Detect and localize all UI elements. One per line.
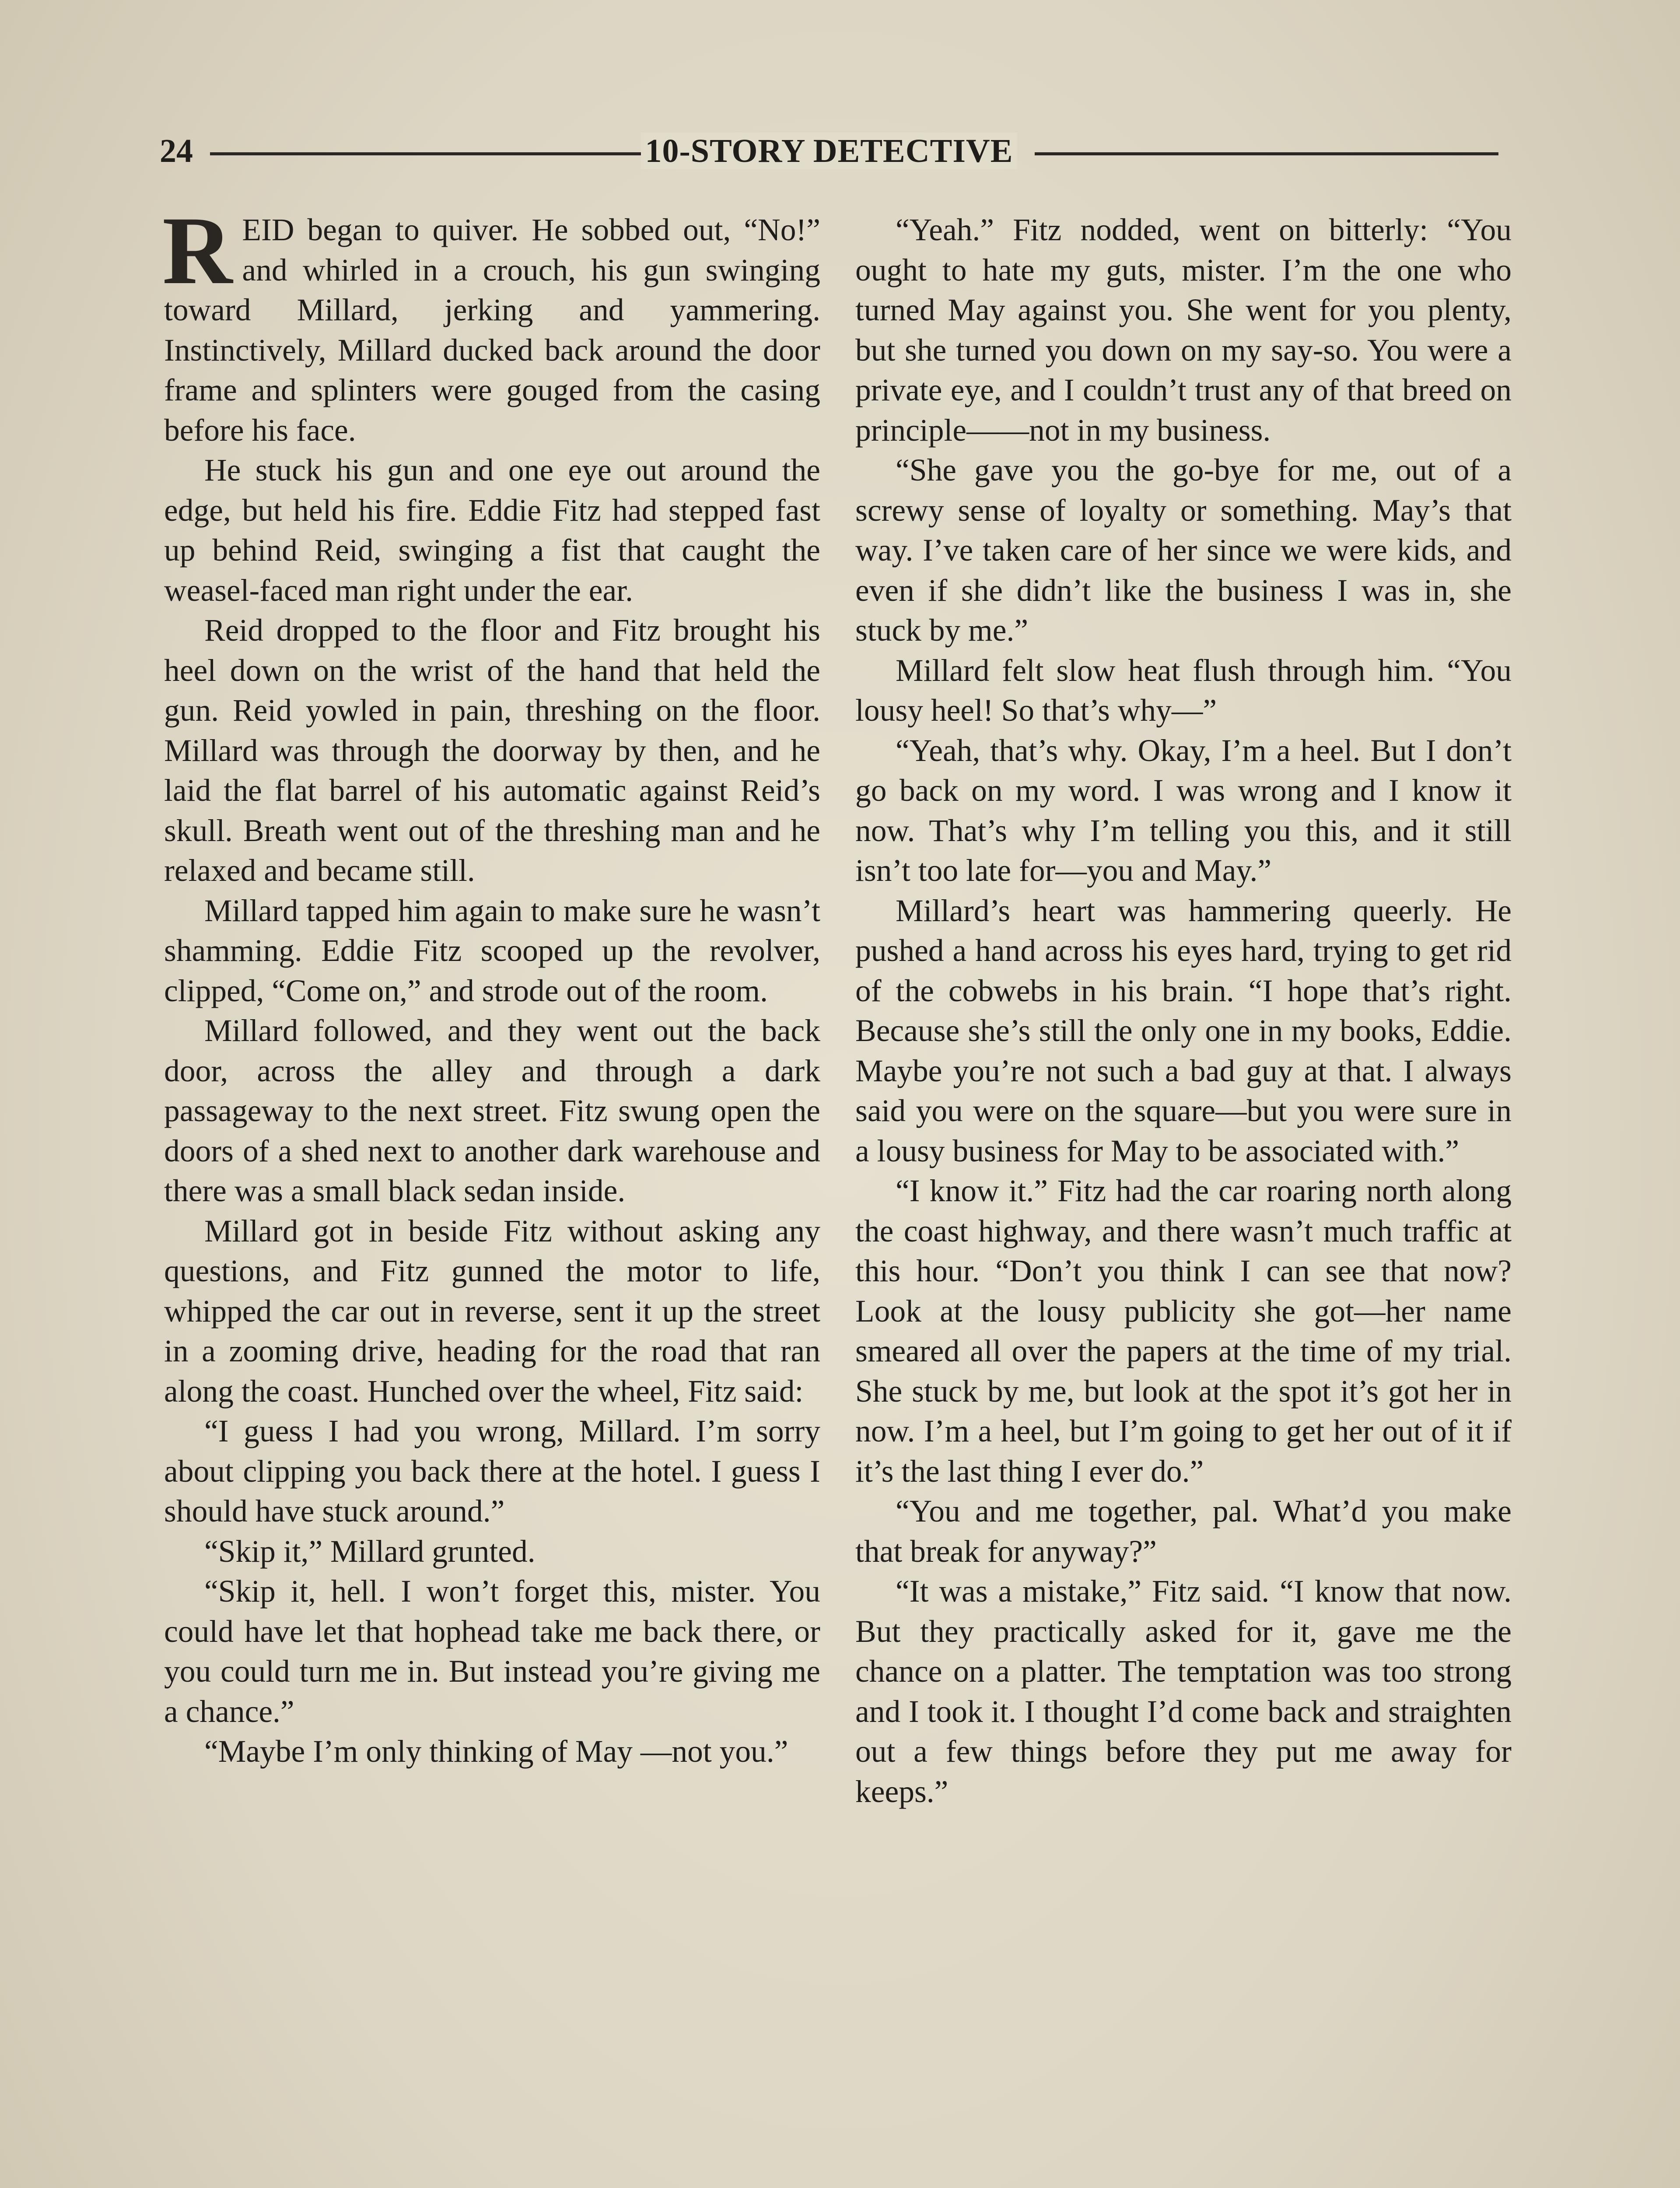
story-paragraph: “Skip it, hell. I won’t forget this, mister. You could have let that hophead take me back there, or you could turn me in. But instead you’re giving me a chance.” (164, 1574, 820, 1729)
running-title (160, 127, 1498, 175)
story-paragraph: “Maybe I’m only thinking of May —not you.” (204, 1734, 788, 1769)
story-paragraph (162, 197, 820, 450)
story-paragraph: Millard got in beside Fitz without asking any questions, and Fitz gunned the motor to life, whipped the car out in reverse, sent it up the street in a zooming drive, heading for the road that ran along the coast. Hunched over the wheel, Fitz said: (164, 1213, 820, 1409)
story-paragraph: Millard followed, and they went out the back door, across the alley and through a dark passageway to the next street. Fitz swung open the doors of a shed next to another dark warehouse and there was a small black sedan inside. (164, 1013, 820, 1208)
story-paragraph: “Yeah, that’s why. Okay, I’m a heel. But I don’t go back on my word. I was wrong and I know it now. That’s why I’m telling you this, and it still isn’t too late for—you and May.” (855, 733, 1512, 888)
paragraph-text: EID began to quiver. He sobbed out, “No!” and whirled in a crouch, his gun swinging toward Millard, jerking and yammering. Instinctively, Millard ducked back around the door frame and splinters were gouged from the casing before his face. (164, 213, 820, 448)
right-column (855, 210, 1512, 1812)
story-paragraph: He stuck his gun and one eye out around the edge, but held his fire. Eddie Fitz had stepped fast up behind Reid, swinging a fist that caught the weasel-faced man right under the ear. (164, 453, 820, 608)
story-paragraph: “It was a mistake,” Fitz said. “I know that now. But they practically asked for it, gave me the chance on a platter. The temptation was too strong and I took it. I thought I’d come back and straighten out a few things before they put me away for keeps.” (855, 1574, 1512, 1809)
story-paragraph: “You and me together, pal. What’d you make that break for anyway?” (855, 1494, 1512, 1569)
story-paragraph: “She gave you the go-bye for me, out of a screwy sense of loyalty or something. May’s that way. I’ve taken care of her since we were kids, and even if she didn’t like the business I was in, she stuck by me.” (855, 453, 1512, 648)
drop-cap: R (162, 197, 233, 305)
story-paragraph: Millard tapped him again to make sure he wasn’t shamming. Eddie Fitz scooped up the revolver, clipped, “Come on,” and strode out of the room. (164, 893, 820, 1008)
page-header (160, 127, 1498, 175)
story-paragraph: “I guess I had you wrong, Millard. I’m sorry about clipping you back there at the hotel. I guess I should have stuck around.” (164, 1414, 820, 1529)
page-number: 24 (160, 133, 193, 169)
story-paragraph: “Skip it,” Millard grunted. (204, 1534, 536, 1569)
running-title-text: 10-STORY DETECTIVE (641, 133, 1018, 169)
story-paragraph: Millard felt slow heat flush through him. “You lousy heel! So that’s why—” (855, 653, 1512, 728)
story-paragraph: “I know it.” Fitz had the car roaring north along the coast highway, and there wasn’t much traffic at this hour. “Don’t you think I can see that now? Look at the lousy publicity she got—her name smeared all over the papers at the time of my trial. She stuck by me, but look at the spot it’s got her in now. I’m a heel, but I’m going to get her out of it if it’s the last thing I ever do.” (855, 1174, 1512, 1489)
left-column (162, 197, 820, 1772)
story-paragraph: “Yeah.” Fitz nodded, went on bitterly: “You ought to hate my guts, mister. I’m the one who turned May against you. She went for you plenty, but she turned you down on my say-so. You were a private eye, and I couldn’t trust any of that breed on principle——not in my business. (855, 213, 1512, 448)
story-paragraph: Reid dropped to the floor and Fitz brought his heel down on the wrist of the hand that held the gun. Reid yowled in pain, threshing on the floor. Millard was through the doorway by then, and he laid the flat barrel of his automatic against Reid’s skull. Breath went out of the threshing man and he relaxed and became still. (164, 613, 820, 888)
story-paragraph: Millard’s heart was hammering queerly. He pushed a hand across his eyes hard, trying to get rid of the cobwebs in his brain. “I hope that’s right. Because she’s still the only one in my books, Eddie. Maybe you’re not such a bad guy at that. I always said you were on the square—but you were sure in a lousy business for May to be associated with.” (855, 893, 1512, 1168)
